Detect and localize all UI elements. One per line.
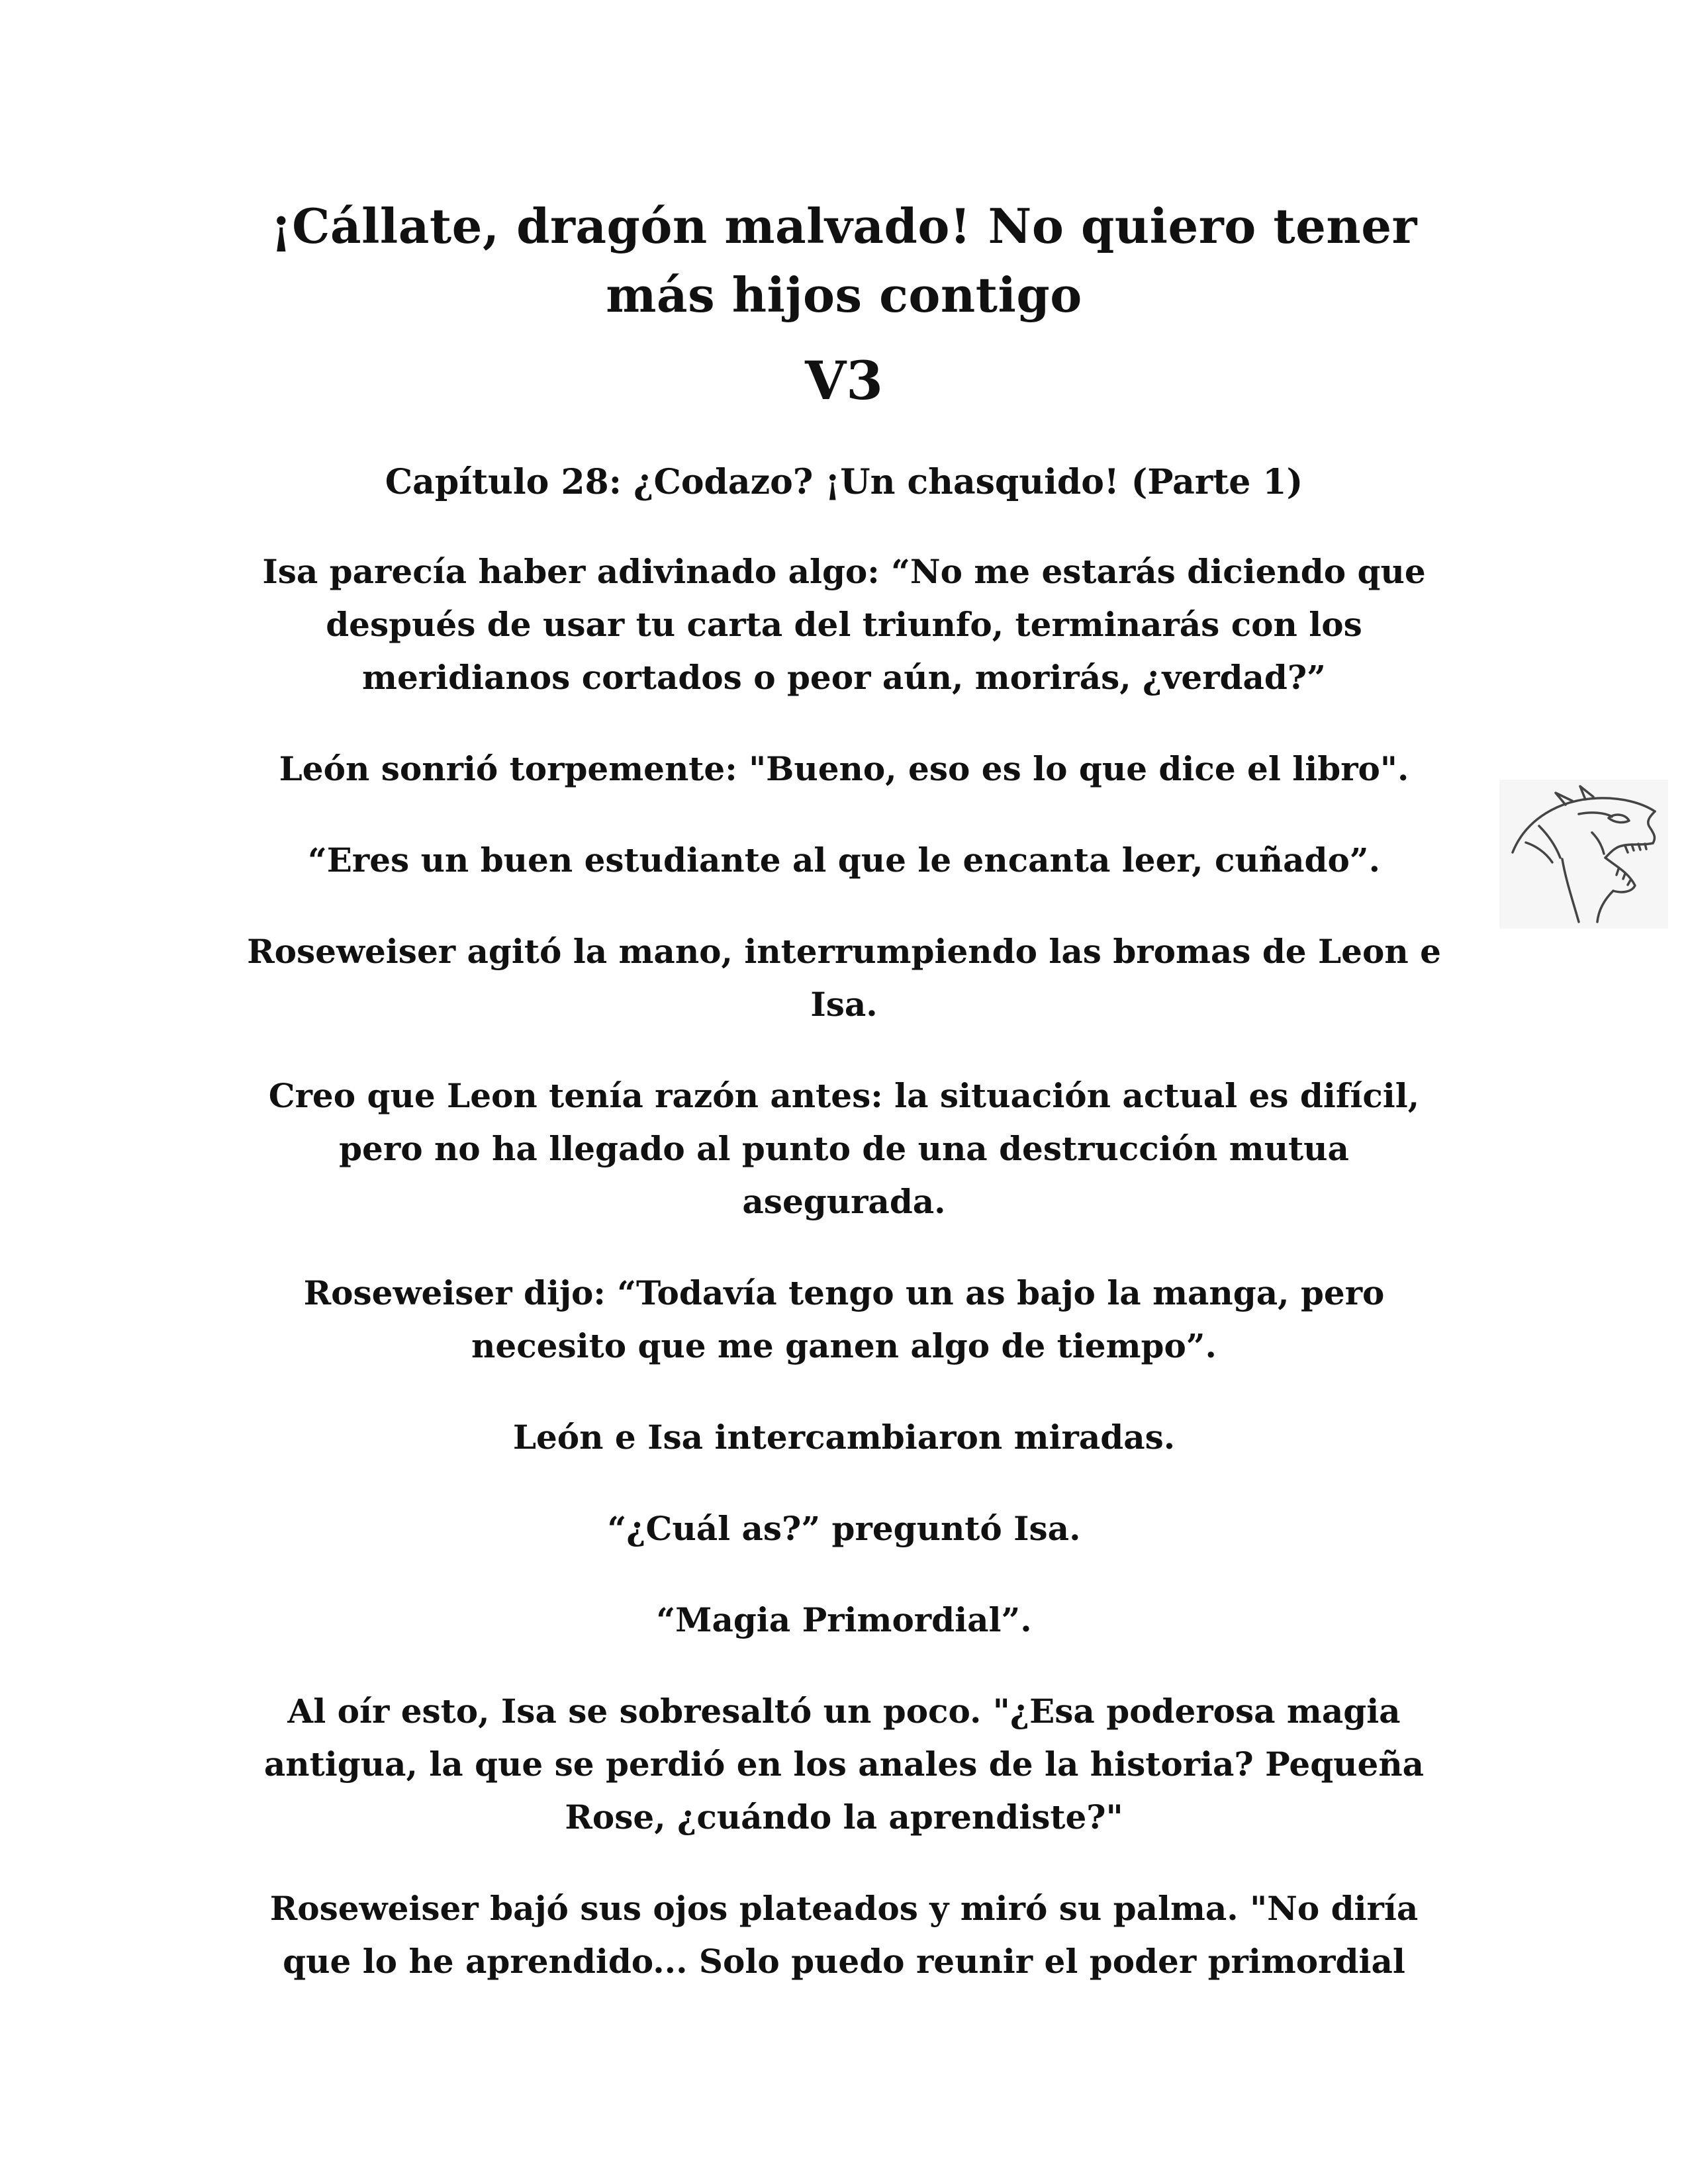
paragraph: León sonrió torpemente: "Bueno, eso es lo que dice el libro". — [279, 749, 1409, 788]
paragraph: “Magia Primordial”. — [656, 1600, 1032, 1639]
document-page — [218, 192, 1470, 2026]
dragon-head-icon — [1499, 780, 1668, 929]
paragraph: León e Isa intercambiaron miradas. — [512, 1418, 1176, 1457]
paragraph: Roseweiser agitó la mano, interrumpiendo las bromas de Leon e Isa. — [247, 932, 1441, 1024]
paragraph: Creo que Leon tenía razón antes: la situación actual es difícil, pero no ha llegado al punto de una destrucción mutua asegurada. — [268, 1076, 1420, 1221]
chapter-heading: Capítulo 28: ¿Codazo? ¡Un chasquido! (Parte 1) — [385, 462, 1303, 502]
paragraph: Isa parecía haber adivinado algo: “No me estarás diciendo que después de usar tu carta del triunfo, terminarás con los meridianos cortados o peor aún, morirás, ¿verdad?” — [262, 552, 1426, 697]
title-line-2: más hijos contigo — [606, 267, 1082, 323]
paragraph: Roseweiser bajó sus ojos plateados y miró su palma. "No diría que lo he aprendido... Solo puedo reunir el poder primordial — [269, 1889, 1419, 1981]
chapter-body — [218, 545, 1470, 1988]
paragraph: Al oír esto, Isa se sobresaltó un poco. "¿Esa poderosa magia antigua, la que se perdió en los anales de la historia? Pequeña Rose, ¿cuándo la aprendiste?" — [263, 1692, 1425, 1837]
volume-label: V3 — [805, 349, 883, 412]
title-line-1: ¡Cállate, dragón malvado! No quiero tener — [271, 198, 1417, 254]
paragraph: “¿Cuál as?” preguntó Isa. — [607, 1509, 1081, 1548]
document-title — [218, 192, 1470, 330]
paragraph: Roseweiser dijo: “Todavía tengo un as bajo la manga, pero necesito que me ganen algo de tiempo”. — [303, 1273, 1385, 1365]
paragraph: “Eres un buen estudiante al que le encanta leer, cuñado”. — [308, 841, 1380, 880]
